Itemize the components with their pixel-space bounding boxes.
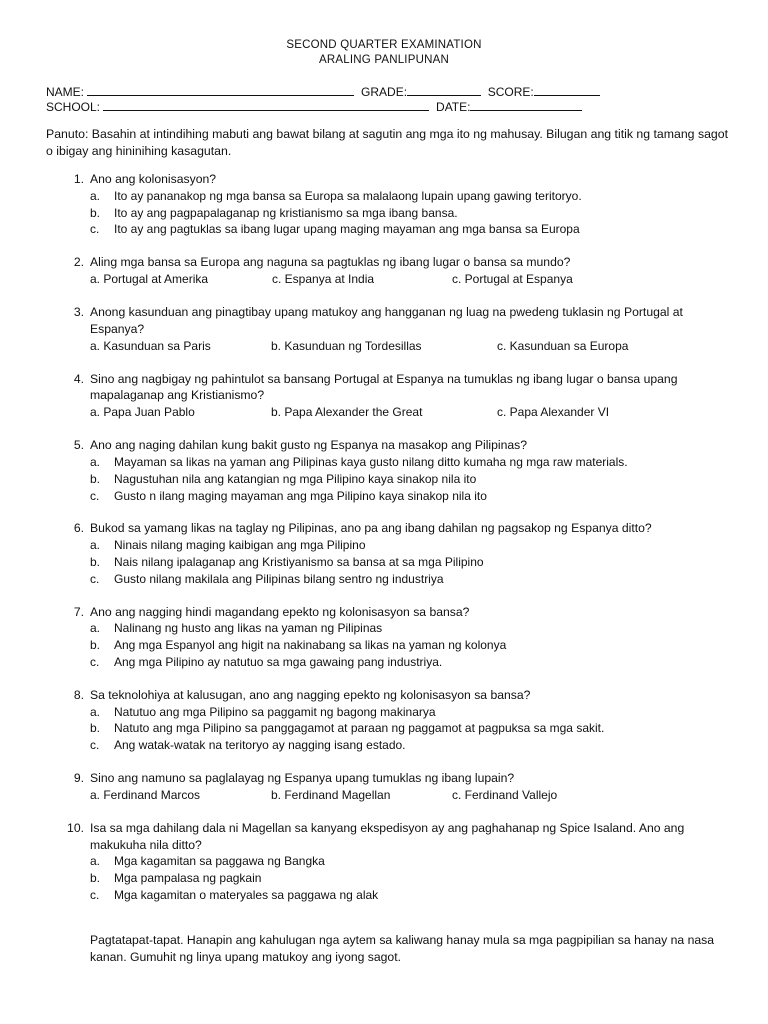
option-b[interactable] — [90, 471, 736, 488]
option-letter: a. — [90, 854, 101, 869]
question-7 — [46, 604, 736, 671]
option-letter: b. — [90, 471, 101, 486]
option-text: Ang watak-watak na teritoryo ay nagging isang estado. — [114, 738, 406, 753]
question-text: Anong kasunduan ang pinagtibay upang matukoy ang hangganan ng luag na pwedeng tuklasin ng Portugal at Espanya? — [90, 304, 683, 336]
option-b[interactable] — [90, 554, 736, 571]
instructions: Panuto: Basahin at intindihing mabuti ang bawat bilang at sagutin ang mga ito ng mahusay. Bilugan ang titik ng tamang sagot o ibigay ang hininihing kasagutan. — [46, 127, 729, 158]
grade-label: GRADE: — [361, 85, 408, 99]
score-blank[interactable] — [534, 84, 600, 96]
header-row-school — [46, 99, 582, 114]
option-text: Kasunduan sa Paris — [103, 338, 211, 353]
option-b[interactable]: b. Ferdinand Magellan — [271, 787, 391, 802]
option-b[interactable] — [90, 637, 736, 654]
option-letter: b. — [90, 721, 101, 736]
option-a[interactable] — [90, 404, 195, 421]
question-text: Bukod sa yamang likas na taglay ng Pilipinas, ano pa ang ibang dahilan ng pagsakop ng Espanya ditto? — [90, 521, 652, 536]
option-text: Ito ay ang pagtuklas sa ibang lugar upang maging mayaman ang mga bansa sa Europa — [114, 222, 580, 237]
option-text: Mga kagamitan o materyales sa paggawa ng alak — [114, 887, 379, 902]
question-number: 4. — [73, 371, 84, 386]
option-text: Ferdinand Marcos — [103, 787, 201, 802]
option-letter: c. — [90, 571, 100, 586]
option-c[interactable] — [90, 654, 736, 671]
option-letter: c. — [90, 887, 100, 902]
question-text: Isa sa mga dahilang dala ni Magellan sa kanyang ekspedisyon ay ang paghahanap ng Spice Isaland. Ano ang makukuha nila ditto? — [90, 820, 685, 852]
matching-instructions: Pagtatapat-tapat. Hanapin ang kahulugan nga aytem sa kaliwang hanay mula sa mga pagpipilian sa hanay na nasa kanan. Gumuhit ng linya upang matukoy ang iyong sagot. — [90, 933, 715, 964]
option-c[interactable] — [90, 488, 736, 505]
option-b[interactable] — [90, 870, 736, 887]
option-text: Papa Juan Pablo — [103, 405, 195, 420]
option-c[interactable]: c. Portugal at Espanya — [452, 271, 573, 286]
option-text: Nais nilang ipalaganap ang Kristiyanismo sa bansa at sa mga Pilipino — [114, 554, 484, 569]
option-letter: a. — [90, 704, 101, 719]
question-4 — [46, 371, 736, 422]
option-text: Mga pampalasa ng pagkain — [114, 871, 262, 886]
school-blank[interactable] — [103, 99, 429, 111]
option-c[interactable] — [90, 221, 736, 238]
option-text: Natutuo ang mga Pilipino sa paggamit ng bagong makinarya — [114, 704, 436, 719]
option-letter: a. — [90, 454, 101, 469]
option-a[interactable] — [90, 271, 209, 288]
header-row-name — [46, 84, 600, 99]
question-8 — [46, 687, 736, 754]
option-a[interactable] — [90, 620, 736, 637]
question-number: 8. — [73, 687, 84, 702]
option-text: Ang mga Espanyol ang higit na nakinabang sa likas na yaman ng kolonya — [114, 638, 507, 653]
question-6 — [46, 520, 736, 587]
option-a[interactable] — [90, 188, 736, 205]
question-10 — [46, 820, 736, 904]
question-number: 7. — [73, 604, 84, 619]
date-label: DATE: — [436, 100, 471, 114]
option-a[interactable] — [90, 853, 736, 870]
exam-subject: ARALING PANLIPUNAN — [319, 54, 449, 66]
option-b[interactable]: b. Papa Alexander the Great — [271, 405, 423, 420]
option-text: Ang mga Pilipino ay natutuo sa mga gawaing pang industriya. — [114, 654, 443, 669]
option-letter: c. — [90, 654, 100, 669]
question-text: Ano ang kolonisasyon? — [90, 172, 217, 186]
option-text: Ito ay ang pagpapalaganap ng kristianismo sa mga ibang bansa. — [114, 205, 458, 220]
option-text: Ito ay pananakop ng mga bansa sa Europa sa malalaong lupain upang gawing teritoryo. — [114, 188, 582, 203]
option-a[interactable] — [90, 454, 736, 471]
question-number: 1. — [73, 172, 84, 186]
question-number: 2. — [73, 255, 84, 270]
option-b[interactable] — [90, 720, 736, 737]
question-text: Aling mga bansa sa Europa ang naguna sa pagtuklas ng ibang lugar o bansa sa mundo? — [90, 255, 571, 270]
option-text: Gusto n ilang maging mayaman ang mga Pilipino kaya sinakop nila ito — [114, 488, 487, 503]
grade-blank[interactable] — [407, 84, 481, 96]
option-b[interactable]: c. Espanya at India — [272, 271, 375, 286]
option-b[interactable] — [90, 205, 736, 222]
question-list — [46, 171, 736, 904]
option-letter: a. — [90, 787, 101, 802]
question-5 — [46, 437, 736, 504]
option-letter: c. — [90, 488, 100, 503]
question-1 — [46, 171, 736, 238]
option-c[interactable]: c. Kasunduan sa Europa — [497, 338, 629, 353]
question-9 — [46, 770, 736, 804]
question-text: Sino ang nagbigay ng pahintulot sa bansang Portugal at Espanya na tumuklas ng ibang lugar o bansa upang mapalaganap ang Kristianismo? — [90, 371, 678, 403]
option-a[interactable] — [90, 704, 736, 721]
option-a[interactable] — [90, 537, 736, 554]
option-letter: b. — [90, 554, 101, 569]
exam-title: SECOND QUARTER EXAMINATION — [286, 39, 482, 51]
question-number: 10. — [67, 820, 84, 835]
option-c[interactable] — [90, 737, 736, 754]
option-text: Nagustuhan nila ang katangian ng mga Pilipino kaya sinakop nila ito — [114, 471, 477, 486]
option-text: Mga kagamitan sa paggawa ng Bangka — [114, 854, 325, 869]
name-label: NAME: — [46, 85, 85, 99]
score-label: SCORE: — [487, 85, 534, 99]
question-text: Ano ang naging dahilan kung bakit gusto ng Espanya na masakop ang Pilipinas? — [90, 438, 528, 453]
question-number: 3. — [73, 304, 84, 319]
option-letter: a. — [90, 188, 101, 203]
option-letter: a. — [90, 405, 101, 420]
option-text: Ninais nilang maging kaibigan ang mga Pilipino — [114, 538, 366, 553]
question-number: 9. — [73, 770, 84, 785]
option-letter: a. — [90, 338, 101, 353]
question-text: Sino ang namuno sa paglalayag ng Espanya upang tumuklas ng ibang lupain? — [90, 770, 515, 785]
option-letter: b. — [90, 871, 101, 886]
option-text: Nalinang ng husto ang likas na yaman ng Pilipinas — [114, 621, 383, 636]
option-text: Portugal at Amerika — [103, 271, 209, 286]
name-blank[interactable] — [87, 84, 354, 96]
question-2 — [46, 254, 736, 288]
option-c[interactable] — [90, 571, 736, 588]
question-3 — [46, 304, 736, 355]
option-c[interactable]: c. Ferdinand Vallejo — [452, 787, 558, 802]
option-text: Gusto nilang makilala ang Pilipinas bilang sentro ng industriya — [114, 571, 444, 586]
option-b[interactable]: b. Kasunduan ng Tordesillas — [271, 338, 422, 353]
date-blank[interactable] — [470, 99, 582, 111]
option-a[interactable] — [90, 787, 201, 804]
option-letter: a. — [90, 271, 101, 286]
option-a[interactable] — [90, 338, 211, 355]
option-letter: b. — [90, 205, 101, 220]
option-c[interactable]: c. Papa Alexander VI — [497, 405, 610, 420]
question-number: 6. — [73, 521, 84, 536]
question-text: Ano ang nagging hindi magandang epekto ng kolonisasyon sa bansa? — [90, 604, 470, 619]
option-letter: b. — [90, 638, 101, 653]
question-text: Sa teknolohiya at kalusugan, ano ang nagging epekto ng kolonisasyon sa bansa? — [90, 687, 531, 702]
option-text: Natuto ang mga Pilipino sa panggagamot at paraan ng paggamot at pagpuksa sa mga sakit. — [114, 721, 605, 736]
option-text: Mayaman sa likas na yaman ang Pilipinas kaya gusto nilang ditto kumaha ng mga raw materials. — [114, 454, 628, 469]
option-letter: c. — [90, 738, 100, 753]
option-c[interactable] — [90, 887, 736, 904]
question-number: 5. — [73, 438, 84, 453]
school-label: SCHOOL: — [46, 100, 101, 114]
option-letter: c. — [90, 222, 100, 237]
option-letter: a. — [90, 621, 101, 636]
option-letter: a. — [90, 538, 101, 553]
